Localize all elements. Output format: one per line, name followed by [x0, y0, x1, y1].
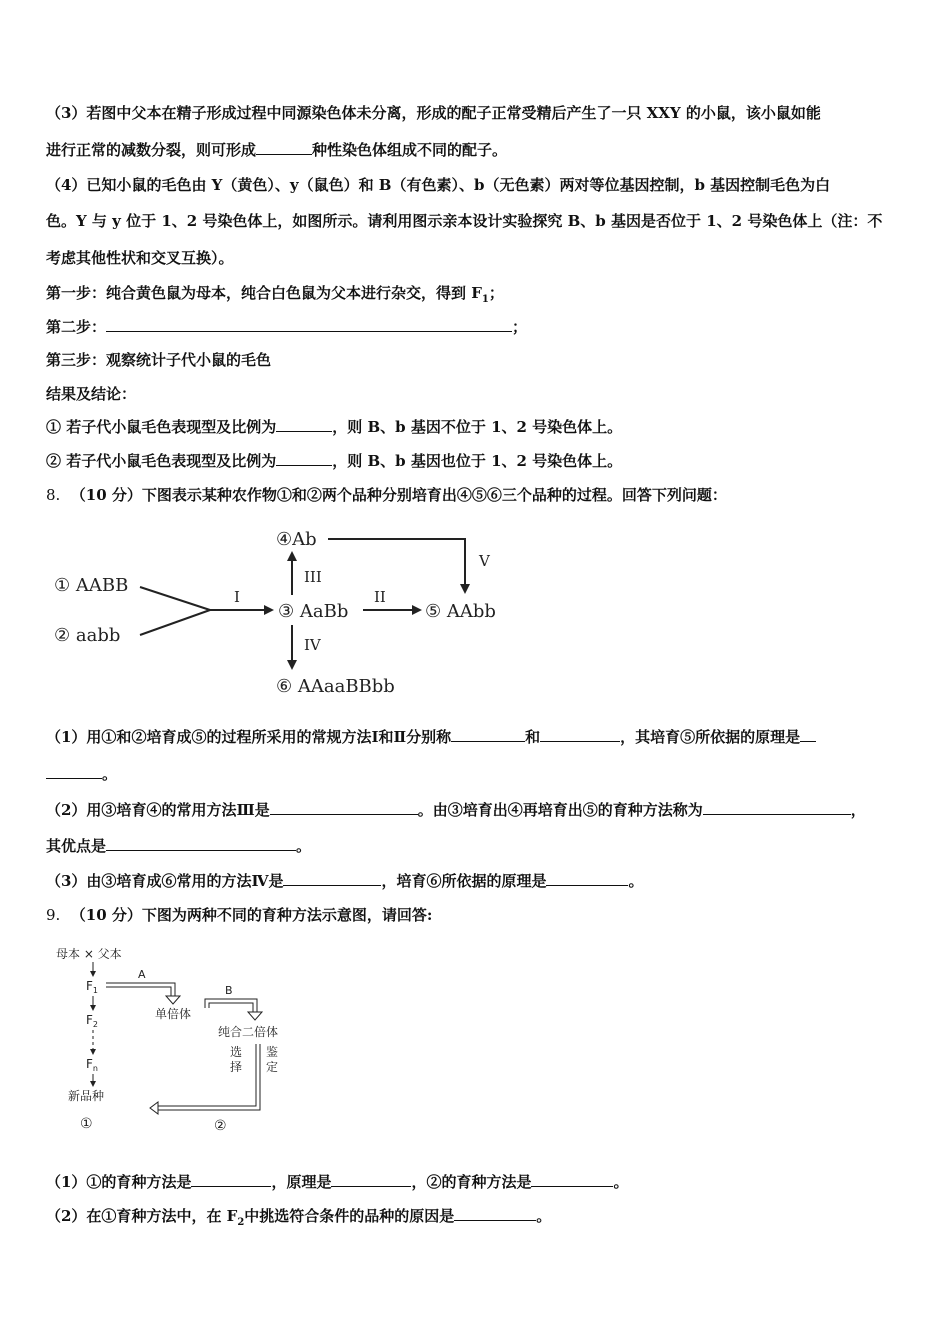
q7-part4-line2: 色。Y 与 y 位于 1、2 号染色体上，如图所示。请利用图示亲本设计实验探究 B、b 基因是否位于 1、2 号染色体上（注：不	[46, 212, 883, 230]
q8-sub1-end: 。	[102, 765, 118, 783]
q7-result2	[46, 451, 622, 471]
q7-result2-text: ② 若子代小鼠毛色表现型及比例为	[46, 452, 277, 470]
q8-arrow-V	[328, 539, 465, 592]
q9-sub2	[46, 1206, 551, 1233]
q8-node-2: ② aabb	[54, 625, 121, 646]
q8-line-2	[140, 610, 210, 635]
q9-arrow-B-head	[248, 1012, 262, 1020]
q7-step1-sub: 1	[481, 294, 489, 305]
q9-identify-2: 定	[266, 1060, 279, 1074]
q8-sub2-blank3[interactable]	[106, 836, 296, 851]
q9-select-1: 选	[230, 1045, 243, 1059]
q8-line-1	[140, 587, 210, 610]
q7-part4-line1: （4）已知小鼠的毛色由 Y（黄色）、y（鼠色）和 B（有色素）、b（无色素）两对等位基因控制，b 基因控制毛色为白	[46, 176, 831, 194]
q8-sub3-text: （3）由③培育成⑥常用的方法Ⅳ是	[46, 872, 284, 890]
q9-f1: $F_1$	[86, 979, 98, 995]
q8-breeding-diagram	[40, 520, 520, 705]
q9-label-B: B	[225, 984, 233, 997]
q8-label-I: I	[234, 588, 240, 606]
q7-result-heading: 结果及结论：	[46, 385, 137, 403]
q9-f2: $F_2$	[86, 1013, 98, 1029]
q8-sub1-text2: ，其培育⑤所依据的原理是	[620, 728, 801, 746]
q8-sub2-text2: 。由③培育出④再培育出⑤的育种方法称为	[417, 801, 703, 819]
q7-part3-blank[interactable]	[256, 140, 312, 155]
q9-arrow-A-head	[166, 996, 180, 1004]
q9-identify-1: 鉴	[266, 1045, 279, 1059]
q9-sub1-blank1[interactable]	[191, 1172, 271, 1187]
q9-sub2-text2: 中挑选符合条件的品种的原因是	[244, 1207, 455, 1225]
q8-sub3	[46, 871, 644, 891]
q9-fn: $F_n$	[86, 1057, 98, 1073]
q8-sub2-blank1[interactable]	[270, 800, 418, 815]
q8-node-4: ④Ab	[276, 529, 317, 550]
q9-arrow-B-inner	[209, 1003, 253, 1012]
q8-sub3-text2: ，培育⑥所依据的原理是	[381, 872, 547, 890]
q7-result1	[46, 417, 622, 437]
q8-sub2-comma: ，	[850, 801, 866, 819]
q8-sub1-line1	[46, 727, 816, 747]
q9-intro	[46, 905, 432, 925]
q7-step3: 第三步：观察统计子代小鼠的毛色	[46, 351, 272, 369]
q9-label-A: A	[138, 968, 146, 981]
q8-sub1-blank2[interactable]	[540, 727, 620, 742]
q9-sub1-blank2[interactable]	[331, 1172, 411, 1187]
q8-label-V: V	[479, 552, 490, 570]
q8-sub2-line2	[46, 836, 311, 856]
q8-sub3-blank2[interactable]	[546, 871, 628, 886]
q9-arrow-return-head	[150, 1102, 158, 1114]
q9-select-2: 择	[230, 1060, 243, 1074]
q7-step2-end: ；	[512, 318, 528, 336]
q9-breeding-diagram	[50, 940, 310, 1140]
q9-sub1-text3: ，②的育种方法是	[411, 1173, 532, 1191]
q9-parents: 母本 × 父本	[56, 947, 122, 961]
q8-node-6: ⑥ AAaaBBbb	[276, 676, 395, 697]
q9-arrow-B-outer	[205, 999, 257, 1012]
q7-step1-end: ；	[488, 284, 504, 302]
q8-number: 8.	[46, 486, 61, 504]
q8-intro-text: （10 分）下图表示某种农作物①和②两个品种分别培育出④⑤⑥三个品种的过程。回答下列问题：	[70, 486, 727, 504]
q7-part3-line2	[46, 140, 507, 160]
q9-haploid: 单倍体	[155, 1007, 192, 1021]
q7-result2-blank[interactable]	[276, 451, 332, 466]
q8-node-1: ① AABB	[54, 575, 129, 596]
q7-result1-text: ① 若子代小鼠毛色表现型及比例为	[46, 418, 277, 436]
q8-sub3-blank1[interactable]	[283, 871, 381, 886]
q8-node-3: ③ AaBb	[278, 601, 349, 622]
q9-sub1-end: 。	[613, 1173, 629, 1191]
q8-label-III: III	[304, 568, 322, 586]
q9-sub1-text2: ，原理是	[271, 1173, 332, 1191]
q7-step1	[46, 283, 504, 310]
q8-sub1-blank1[interactable]	[451, 727, 525, 742]
q7-result2-end: ，则 B、b 基因也位于 1、2 号染色体上。	[332, 452, 623, 470]
q9-number: 9.	[46, 906, 61, 924]
q8-label-IV: IV	[304, 636, 321, 654]
q7-step2-blank[interactable]	[106, 317, 512, 332]
q9-arrow-A-inner	[106, 987, 171, 996]
q7-step2	[46, 317, 527, 337]
q9-sub2-blank[interactable]	[454, 1206, 536, 1221]
q8-sub2-text3: 其优点是	[46, 837, 107, 855]
q9-sub1-text: （1）①的育种方法是	[46, 1173, 192, 1191]
q9-sub2-end: 。	[536, 1207, 552, 1225]
q8-sub1-text: （1）用①和②培育成⑤的过程所采用的常规方法Ⅰ和Ⅱ分别称	[46, 728, 452, 746]
q8-sub3-end: 。	[628, 872, 644, 890]
q7-result1-end: ，则 B、b 基因不位于 1、2 号染色体上。	[332, 418, 623, 436]
q8-sub1-and: 和	[525, 728, 541, 746]
q9-new-variety: 新品种	[68, 1089, 105, 1103]
q7-part4-line3: 考虑其他性状和交叉互换）。	[46, 249, 234, 267]
q8-sub2-line1	[46, 800, 866, 820]
q7-part3-line1: （3）若图中父本在精子形成过程中同源染色体未分离，形成的配子正常受精后产生了一只 XXY 的小鼠，该小鼠如能	[46, 104, 821, 122]
q8-sub1-line2	[46, 764, 117, 784]
q8-sub1-blank3-cont[interactable]	[46, 764, 102, 779]
q8-sub2-blank2[interactable]	[703, 800, 851, 815]
q9-arrow-return-inner	[158, 1044, 260, 1110]
q7-part3-text-end: 种性染色体组成不同的配子。	[312, 141, 508, 159]
q7-result1-blank[interactable]	[276, 417, 332, 432]
q9-sub2-text: （2）在①育种方法中，在 F	[46, 1207, 238, 1225]
q8-sub1-blank3[interactable]	[800, 727, 816, 742]
q7-step2-text: 第二步：	[46, 318, 107, 336]
q9-sub1	[46, 1172, 629, 1192]
q8-intro	[46, 485, 727, 505]
q8-sub2-end: 。	[296, 837, 312, 855]
q9-intro-text: （10 分）下图为两种不同的育种方法示意图，请回答:	[70, 906, 433, 924]
q7-part3-text: 进行正常的减数分裂，则可形成	[46, 141, 257, 159]
q9-sub1-blank3[interactable]	[531, 1172, 613, 1187]
q9-label-1: ①	[80, 1116, 93, 1132]
q7-step1-text: 第一步：纯合黄色鼠为母本，纯合白色鼠为父本进行杂交，得到 F	[46, 284, 482, 302]
q8-sub2-text: （2）用③培育④的常用方法Ⅲ是	[46, 801, 270, 819]
q8-node-5: ⑤ AAbb	[425, 601, 496, 622]
q9-arrow-A-outer	[106, 983, 175, 996]
q9-label-2: ②	[214, 1118, 227, 1134]
q8-label-II: II	[374, 588, 386, 606]
q9-sub2-sub: 2	[237, 1217, 245, 1228]
q9-pure-diploid: 纯合二倍体	[218, 1025, 279, 1039]
